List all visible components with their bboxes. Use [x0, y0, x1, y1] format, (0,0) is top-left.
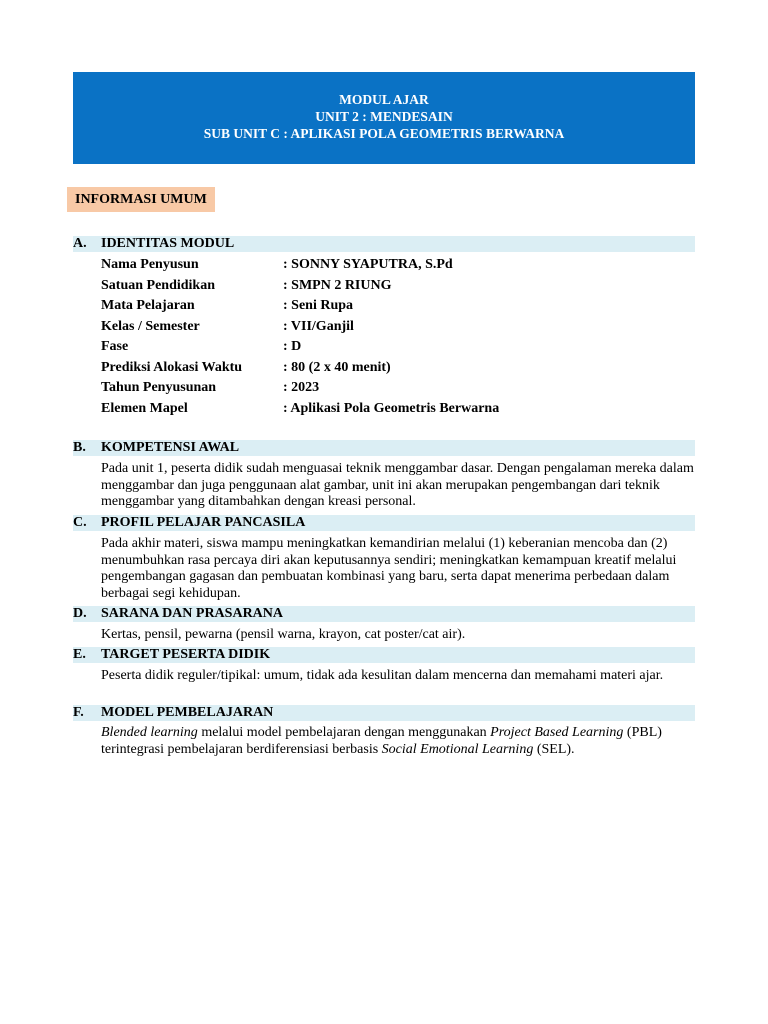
identity-label: Nama Penyusun	[101, 257, 199, 272]
model-text-part: (PBL) terintegrasi pembelajaran berdiferensiasi berbasis	[101, 725, 662, 757]
section-sarana-prasarana	[73, 606, 695, 622]
header-line-subunit: SUB UNIT C : APLIKASI POLA GEOMETRIS BERWARNA	[203, 126, 565, 141]
section-letter: E.	[73, 647, 86, 662]
header-line-modul: MODUL AJAR	[339, 92, 429, 107]
section-title: KOMPETENSI AWAL	[101, 440, 240, 455]
section-letter: A.	[73, 236, 87, 251]
term-blended-learning: Blended learning	[101, 725, 198, 740]
section-target-peserta-didik	[73, 647, 695, 663]
term-social-emotional-learning: Social Emotional Learning	[381, 741, 534, 757]
section-kompetensi-awal	[73, 440, 695, 456]
identity-value: : 2023	[283, 380, 320, 395]
identity-label: Fase	[101, 339, 129, 354]
identity-label: Tahun Penyusunan	[101, 380, 217, 395]
section-letter: F.	[73, 705, 84, 720]
identity-label: Mata Pelajaran	[101, 298, 195, 313]
section-letter: D.	[73, 606, 87, 621]
section-letter: B.	[73, 440, 86, 455]
section-title: TARGET PESERTA DIDIK	[101, 647, 271, 662]
kompetensi-awal-text: Pada unit 1, peserta didik sudah menguasai teknik menggambar dasar. Dengan pengalaman mereka dalam menggambar dan juga penggunaan alat gambar, unit ini akan merupakan pengembangan dari teknik menggambar yang ditambahkan dengan kreasi personal.	[101, 461, 694, 509]
profil-pelajar-text: Pada akhir materi, siswa mampu meningkatkan kemandirian melalui (1) keberanian mencoba dan (2) menumbuhkan rasa percaya diri akan keputusannya sendiri; meningkatkan kemampuan kreatif melalui pengembangan gagasan dan pembuatan kombinasi yang baru, serta dapat menerima perbedaan dalam berbagai segi kehidupan.	[101, 536, 677, 601]
identity-label: Elemen Mapel	[101, 400, 188, 416]
identity-value: : Seni Rupa	[283, 298, 354, 313]
term-project-based-learning: Project Based Learning	[490, 725, 624, 740]
identity-value: : D	[283, 339, 302, 354]
informasi-umum-label: INFORMASI UMUM	[67, 187, 215, 212]
identity-value: : SMPN 2 RIUNG	[283, 277, 392, 293]
section-model-pembelajaran	[73, 705, 695, 721]
sarana-text: Kertas, pensil, pewarna (pensil warna, krayon, cat poster/cat air).	[101, 627, 466, 642]
section-profil-pelajar-pancasila	[73, 515, 695, 531]
header-line-unit: UNIT 2 : MENDESAIN	[315, 109, 453, 124]
section-letter: C.	[73, 515, 87, 530]
section-title: PROFIL PELAJAR PANCASILA	[101, 515, 306, 530]
model-pembelajaran-text	[101, 725, 695, 758]
identity-value: : VII/Ganjil	[283, 318, 354, 334]
model-text-part: (SEL).	[533, 741, 575, 757]
module-header-banner	[73, 72, 695, 164]
section-identitas-modul	[73, 236, 695, 252]
identity-value: : Aplikasi Pola Geometris Berwarna	[283, 400, 500, 416]
target-text: Peserta didik reguler/tipikal: umum, tidak ada kesulitan dalam mencerna dan memahami materi ajar.	[101, 668, 664, 683]
model-text-part: melalui model pembelajaran dengan menggunakan	[197, 725, 491, 740]
identity-label: Satuan Pendidikan	[101, 277, 215, 293]
identity-value: : 80 (2 x 40 menit)	[283, 359, 391, 375]
section-title: SARANA DAN PRASARANA	[101, 606, 284, 621]
identity-label: Prediksi Alokasi Waktu	[101, 359, 243, 375]
identity-value: : SONNY SYAPUTRA, S.Pd	[283, 257, 453, 272]
section-title: MODEL PEMBELAJARAN	[101, 705, 274, 720]
identity-label: Kelas / Semester	[101, 318, 200, 334]
section-title: IDENTITAS MODUL	[101, 236, 235, 251]
